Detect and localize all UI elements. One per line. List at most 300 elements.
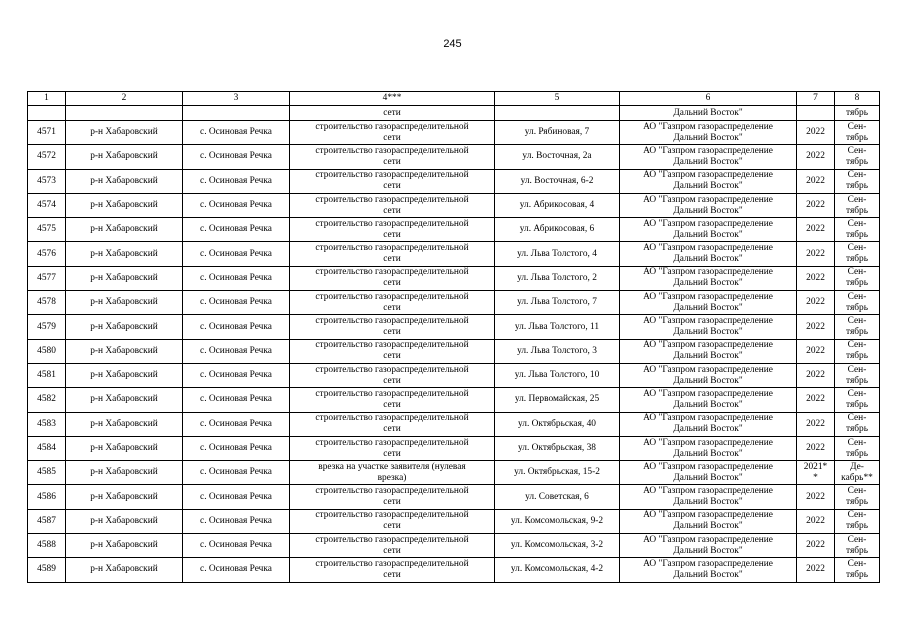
work-type-cell-line: строительство газораспределительной [315, 316, 469, 327]
locality-cell: с. Осиновая Речка [183, 266, 290, 290]
continuation-cell [28, 106, 66, 121]
locality-cell: с. Осиновая Речка [183, 169, 290, 193]
organization-cell [620, 339, 797, 363]
district-cell: р-н Хабаровский [66, 509, 183, 533]
work-type-cell-line: строительство газораспределительной [315, 437, 469, 448]
locality-cell: с. Осиновая Речка [183, 461, 290, 485]
district-cell: р-н Хабаровский [66, 485, 183, 509]
locality-cell: с. Осиновая Речка [183, 121, 290, 145]
district-cell: р-н Хабаровский [66, 461, 183, 485]
district-cell: р-н Хабаровский [66, 388, 183, 412]
column-number-2: 2 [66, 92, 183, 106]
locality-cell: с. Осиновая Речка [183, 388, 290, 412]
year-cell-line: 2022 [806, 345, 825, 356]
address-cell: ул. Комсомольская, 4-2 [495, 558, 620, 582]
month-cell-line: Сен- [847, 558, 867, 569]
organization-cell-line: Дальний Восток" [673, 351, 743, 362]
month-cell-line: Сен- [847, 121, 867, 132]
organization-cell [620, 509, 797, 533]
month-cell-line: тябрь [845, 399, 869, 410]
organization-cell [620, 315, 797, 339]
year-cell-line: 2022 [806, 515, 825, 526]
locality-cell: с. Осиновая Речка [183, 509, 290, 533]
work-type-cell [290, 193, 495, 217]
organization-cell-line: Дальний Восток" [673, 205, 743, 216]
organization-cell-line: АО "Газпром газораспределение [643, 316, 773, 327]
year-cell [797, 509, 835, 533]
work-type-cell-line: строительство газораспределительной [315, 194, 469, 205]
year-cell-line: 2022 [806, 224, 825, 235]
work-type-cell-line: строительство газораспределительной [315, 243, 469, 254]
row-number-cell: 4575 [28, 218, 66, 242]
district-cell: р-н Хабаровский [66, 363, 183, 387]
work-type-cell-line: сети [383, 375, 401, 386]
organization-cell [620, 145, 797, 169]
row-number-cell: 4571 [28, 121, 66, 145]
month-cell-line: Де- [850, 461, 864, 472]
row-number-cell: 4583 [28, 412, 66, 436]
month-cell [835, 315, 880, 339]
district-cell: р-н Хабаровский [66, 121, 183, 145]
organization-cell-line: АО "Газпром газораспределение [643, 291, 773, 302]
organization-cell-line: Дальний Восток" [673, 278, 743, 289]
year-cell-line: 2022 [806, 127, 825, 138]
organization-cell [620, 291, 797, 315]
month-cell-line: тябрь [845, 205, 869, 216]
district-cell: р-н Хабаровский [66, 339, 183, 363]
organization-cell [620, 363, 797, 387]
month-cell-line: Сен- [847, 486, 867, 497]
work-type-cell-line: строительство газораспределительной [315, 558, 469, 569]
month-cell-line: тябрь [845, 132, 869, 143]
locality-cell: с. Осиновая Речка [183, 218, 290, 242]
address-cell: ул. Октябрьская, 38 [495, 436, 620, 460]
year-cell-line: 2022 [806, 443, 825, 453]
organization-cell [620, 388, 797, 412]
table-row [28, 291, 880, 315]
month-cell-line: тябрь [845, 521, 869, 532]
organization-cell-line: Дальний Восток" [673, 132, 743, 143]
year-cell-line: 2021* [803, 461, 828, 472]
locality-cell: с. Осиновая Речка [183, 315, 290, 339]
district-cell: р-н Хабаровский [66, 242, 183, 266]
work-type-cell-line: сети [383, 327, 401, 338]
organization-cell [620, 169, 797, 193]
work-type-cell [290, 291, 495, 315]
column-number-8: 8 [835, 92, 880, 106]
work-type-cell [290, 145, 495, 169]
table-row [28, 169, 880, 193]
work-type-cell [290, 485, 495, 509]
page-number: 245 [443, 38, 462, 50]
address-cell: ул. Октябрьская, 15-2 [495, 461, 620, 485]
year-cell-line: 2022 [806, 540, 825, 551]
district-cell: р-н Хабаровский [66, 193, 183, 217]
address-cell: ул. Советская, 6 [495, 485, 620, 509]
month-cell-line: Сен- [847, 145, 867, 156]
work-type-cell-line: сети [383, 569, 401, 580]
year-cell-line: * [813, 472, 818, 483]
work-type-cell-line: сети [383, 205, 401, 216]
month-cell-line: тябрь [845, 497, 869, 508]
table-row [28, 315, 880, 339]
month-cell-line: тябрь [845, 569, 869, 580]
year-cell-line: 2022 [806, 272, 825, 283]
table-row [28, 461, 880, 485]
locality-cell: с. Осиновая Речка [183, 242, 290, 266]
month-cell [835, 145, 880, 169]
month-cell-line: тябрь [845, 424, 869, 435]
column-number-1: 1 [28, 92, 66, 106]
district-cell: р-н Хабаровский [66, 266, 183, 290]
work-type-cell [290, 558, 495, 582]
year-cell [797, 193, 835, 217]
organization-cell-line: АО "Газпром газораспределение [643, 340, 773, 351]
address-cell: ул. Льва Толстого, 11 [495, 315, 620, 339]
work-type-cell-line: сети [383, 181, 401, 192]
month-cell-line: тябрь [845, 278, 869, 289]
work-type-cell [290, 509, 495, 533]
organization-cell-line: АО "Газпром газораспределение [643, 267, 773, 278]
month-cell [835, 509, 880, 533]
year-cell [797, 363, 835, 387]
year-cell [797, 388, 835, 412]
month-cell-line: тябрь [845, 254, 869, 265]
work-type-cell-line: строительство газораспределительной [315, 510, 469, 521]
month-cell [835, 436, 880, 460]
table-row [28, 193, 880, 217]
year-cell [797, 412, 835, 436]
month-cell [835, 121, 880, 145]
address-cell: ул. Льва Толстого, 7 [495, 291, 620, 315]
table-row [28, 534, 880, 558]
organization-cell [620, 436, 797, 460]
address-cell: ул. Абрикосовая, 6 [495, 218, 620, 242]
year-cell-line: 2022 [806, 297, 825, 308]
organization-cell-line: Дальний Восток" [673, 254, 743, 265]
register-table [27, 91, 880, 583]
locality-cell: с. Осиновая Речка [183, 291, 290, 315]
row-number-cell: 4572 [28, 145, 66, 169]
month-cell-line: Сен- [847, 388, 867, 399]
work-type-cell-line: сети [383, 156, 401, 167]
column-number-6: 6 [620, 92, 797, 106]
column-number-4: 4*** [290, 92, 495, 106]
year-cell [797, 242, 835, 266]
district-cell: р-н Хабаровский [66, 291, 183, 315]
organization-cell [620, 121, 797, 145]
month-cell-line: Сен- [847, 170, 867, 181]
column-number-7: 7 [797, 92, 835, 106]
organization-cell-line: Дальний Восток" [673, 302, 743, 313]
month-cell-line: Сен- [847, 510, 867, 521]
work-type-cell-line: строительство газораспределительной [315, 218, 469, 229]
month-cell-line: Сен- [847, 267, 867, 278]
year-cell [797, 266, 835, 290]
organization-cell-line: АО "Газпром газораспределение [643, 364, 773, 375]
month-cell-line: тябрь [845, 327, 869, 338]
work-type-cell-line: сети [383, 278, 401, 289]
year-cell [797, 339, 835, 363]
organization-cell-line: Дальний Восток" [673, 497, 743, 508]
month-cell [835, 218, 880, 242]
year-cell [797, 169, 835, 193]
row-number-cell: 4587 [28, 509, 66, 533]
address-cell: ул. Льва Толстого, 2 [495, 266, 620, 290]
table-row [28, 266, 880, 290]
year-cell-line: 2022 [806, 200, 825, 211]
continuation-cell [495, 106, 620, 121]
month-cell [835, 412, 880, 436]
locality-cell: с. Осиновая Речка [183, 193, 290, 217]
month-cell [835, 193, 880, 217]
table-row [28, 509, 880, 533]
row-number-cell: 4582 [28, 388, 66, 412]
organization-cell-line: Дальний Восток" [673, 545, 743, 556]
organization-cell-line: Дальний Восток" [673, 472, 743, 483]
month-cell-line: Сен- [847, 413, 867, 424]
month-cell-line: Сен- [847, 218, 867, 229]
organization-cell-line: Дальний Восток" [673, 448, 743, 459]
organization-cell-line: АО "Газпром газораспределение [643, 510, 773, 521]
work-type-cell-line: строительство газораспределительной [315, 170, 469, 181]
row-number-cell: 4584 [28, 436, 66, 460]
organization-cell [620, 485, 797, 509]
year-cell-line: 2022 [806, 394, 825, 405]
row-number-cell: 4577 [28, 266, 66, 290]
month-cell-line: тябрь [845, 448, 869, 459]
work-type-cell-line: сети [383, 351, 401, 362]
district-cell: р-н Хабаровский [66, 169, 183, 193]
locality-cell: с. Осиновая Речка [183, 436, 290, 460]
table-row [28, 412, 880, 436]
locality-cell: с. Осиновая Речка [183, 363, 290, 387]
month-cell [835, 461, 880, 485]
organization-cell [620, 558, 797, 582]
organization-cell-line: АО "Газпром газораспределение [643, 388, 773, 399]
row-number-cell: 4580 [28, 339, 66, 363]
organization-cell [620, 242, 797, 266]
organization-cell-line: АО "Газпром газораспределение [643, 121, 773, 132]
month-cell-line: кабрь** [841, 472, 873, 483]
table-row [28, 339, 880, 363]
month-cell [835, 169, 880, 193]
month-cell [835, 242, 880, 266]
table-row [28, 558, 880, 582]
organization-cell-line: АО "Газпром газораспределение [643, 145, 773, 156]
work-type-cell [290, 534, 495, 558]
locality-cell: с. Осиновая Речка [183, 534, 290, 558]
row-number-cell: 4585 [28, 461, 66, 485]
work-type-cell-line: сети [383, 497, 401, 508]
locality-cell: с. Осиновая Речка [183, 558, 290, 582]
month-cell-line: тябрь [845, 545, 869, 556]
year-cell-line: 2022 [806, 175, 825, 186]
year-cell [797, 315, 835, 339]
organization-cell-line: Дальний Восток" [673, 424, 743, 435]
month-cell-line: тябрь [845, 156, 869, 167]
organization-cell [620, 218, 797, 242]
work-type-cell [290, 436, 495, 460]
organization-cell-line: АО "Газпром газораспределение [643, 218, 773, 229]
column-number-5: 5 [495, 92, 620, 106]
address-cell: ул. Льва Толстого, 10 [495, 363, 620, 387]
row-number-cell: 4586 [28, 485, 66, 509]
year-cell [797, 291, 835, 315]
work-type-cell-line: строительство газораспределительной [315, 267, 469, 278]
month-cell-line: Сен- [847, 534, 867, 545]
organization-cell-line: Дальний Восток" [673, 399, 743, 410]
work-type-cell [290, 388, 495, 412]
work-type-cell-line: строительство газораспределительной [315, 534, 469, 545]
month-cell-line: Сен- [847, 243, 867, 254]
work-type-cell [290, 266, 495, 290]
month-cell [835, 485, 880, 509]
work-type-cell-line: строительство газораспределительной [315, 121, 469, 132]
month-cell [835, 266, 880, 290]
locality-cell: с. Осиновая Речка [183, 339, 290, 363]
work-type-cell [290, 315, 495, 339]
month-cell [835, 339, 880, 363]
row-number-cell: 4574 [28, 193, 66, 217]
month-cell-line: тябрь [845, 302, 869, 313]
district-cell: р-н Хабаровский [66, 218, 183, 242]
organization-cell-line: АО "Газпром газораспределение [643, 413, 773, 424]
work-type-cell [290, 218, 495, 242]
continuation-cell [183, 106, 290, 121]
work-type-cell [290, 169, 495, 193]
organization-cell-line: Дальний Восток" [673, 327, 743, 338]
table-row [28, 121, 880, 145]
address-cell: ул. Рябиновая, 7 [495, 121, 620, 145]
month-cell-line: Сен- [847, 194, 867, 205]
month-cell-line: тябрь [845, 229, 869, 240]
year-cell [797, 436, 835, 460]
row-number-cell: 4589 [28, 558, 66, 582]
district-cell: р-н Хабаровский [66, 315, 183, 339]
year-cell [797, 558, 835, 582]
work-type-cell [290, 339, 495, 363]
month-cell-line: тябрь [845, 351, 869, 362]
address-cell: ул. Льва Толстого, 3 [495, 339, 620, 363]
work-type-cell-line: сети [383, 254, 401, 265]
organization-cell-line: АО "Газпром газораспределение [643, 558, 773, 569]
work-type-cell [290, 121, 495, 145]
work-type-cell-line: врезка) [377, 472, 407, 483]
month-cell-line: Сен- [847, 291, 867, 302]
work-type-cell-line: сети [383, 521, 401, 532]
district-cell: р-н Хабаровский [66, 436, 183, 460]
month-cell-line: Сен- [847, 437, 867, 448]
work-type-cell [290, 461, 495, 485]
month-cell-line: тябрь [845, 375, 869, 386]
continuation-row [28, 106, 880, 121]
organization-cell-line: Дальний Восток" [673, 375, 743, 386]
row-number-cell: 4576 [28, 242, 66, 266]
address-cell: ул. Восточная, 6-2 [495, 169, 620, 193]
table-row [28, 242, 880, 266]
table-row [28, 388, 880, 412]
locality-cell: с. Осиновая Речка [183, 485, 290, 509]
year-cell [797, 485, 835, 509]
address-cell: ул. Восточная, 2а [495, 145, 620, 169]
year-cell-line: 2022 [806, 321, 825, 332]
organization-cell-line: Дальний Восток" [673, 156, 743, 167]
work-type-cell-line: сети [383, 399, 401, 410]
continuation-cell: тябрь [835, 106, 880, 121]
continuation-cell: Дальний Восток" [620, 106, 797, 121]
organization-cell-line: Дальний Восток" [673, 521, 743, 532]
work-type-cell-line: сети [383, 448, 401, 459]
month-cell-line: тябрь [845, 181, 869, 192]
table-body [28, 92, 880, 583]
work-type-cell-line: строительство газораспределительной [315, 413, 469, 424]
work-type-cell-line: сети [383, 132, 401, 143]
month-cell-line: Сен- [847, 316, 867, 327]
organization-cell-line: АО "Газпром газораспределение [643, 243, 773, 254]
address-cell: ул. Льва Толстого, 4 [495, 242, 620, 266]
organization-cell [620, 266, 797, 290]
year-cell-line: 2022 [806, 248, 825, 259]
continuation-cell [66, 106, 183, 121]
month-cell [835, 558, 880, 582]
year-cell [797, 534, 835, 558]
organization-cell [620, 534, 797, 558]
year-cell [797, 145, 835, 169]
year-cell-line: 2022 [806, 151, 825, 162]
work-type-cell [290, 412, 495, 436]
year-cell [797, 121, 835, 145]
organization-cell-line: АО "Газпром газораспределение [643, 170, 773, 181]
organization-cell [620, 193, 797, 217]
work-type-cell-line: строительство газораспределительной [315, 364, 469, 375]
work-type-cell-line: врезка на участке заявителя (нулевая [318, 461, 466, 472]
month-cell [835, 388, 880, 412]
district-cell: р-н Хабаровский [66, 145, 183, 169]
year-cell-line: 2022 [806, 370, 825, 381]
locality-cell: с. Осиновая Речка [183, 145, 290, 169]
organization-cell-line: АО "Газпром газораспределение [643, 437, 773, 448]
continuation-cell: сети [290, 106, 495, 121]
row-number-cell: 4588 [28, 534, 66, 558]
district-cell: р-н Хабаровский [66, 558, 183, 582]
work-type-cell [290, 363, 495, 387]
work-type-cell-line: сети [383, 229, 401, 240]
row-number-cell: 4578 [28, 291, 66, 315]
work-type-cell-line: строительство газораспределительной [315, 145, 469, 156]
row-number-cell: 4579 [28, 315, 66, 339]
column-number-3: 3 [183, 92, 290, 106]
work-type-cell-line: сети [383, 302, 401, 313]
year-cell [797, 218, 835, 242]
month-cell [835, 534, 880, 558]
month-cell-line: Сен- [847, 340, 867, 351]
year-cell-line: 2022 [806, 564, 825, 575]
continuation-cell [797, 106, 835, 121]
column-number-row [28, 92, 880, 106]
organization-cell [620, 461, 797, 485]
month-cell [835, 291, 880, 315]
work-type-cell-line: сети [383, 424, 401, 435]
address-cell: ул. Комсомольская, 9-2 [495, 509, 620, 533]
district-cell: р-н Хабаровский [66, 412, 183, 436]
row-number-cell: 4573 [28, 169, 66, 193]
month-cell-line: Сен- [847, 364, 867, 375]
address-cell: ул. Абрикосовая, 4 [495, 193, 620, 217]
year-cell-line: 2022 [806, 418, 825, 429]
address-cell: ул. Комсомольская, 3-2 [495, 534, 620, 558]
table-row [28, 436, 880, 460]
